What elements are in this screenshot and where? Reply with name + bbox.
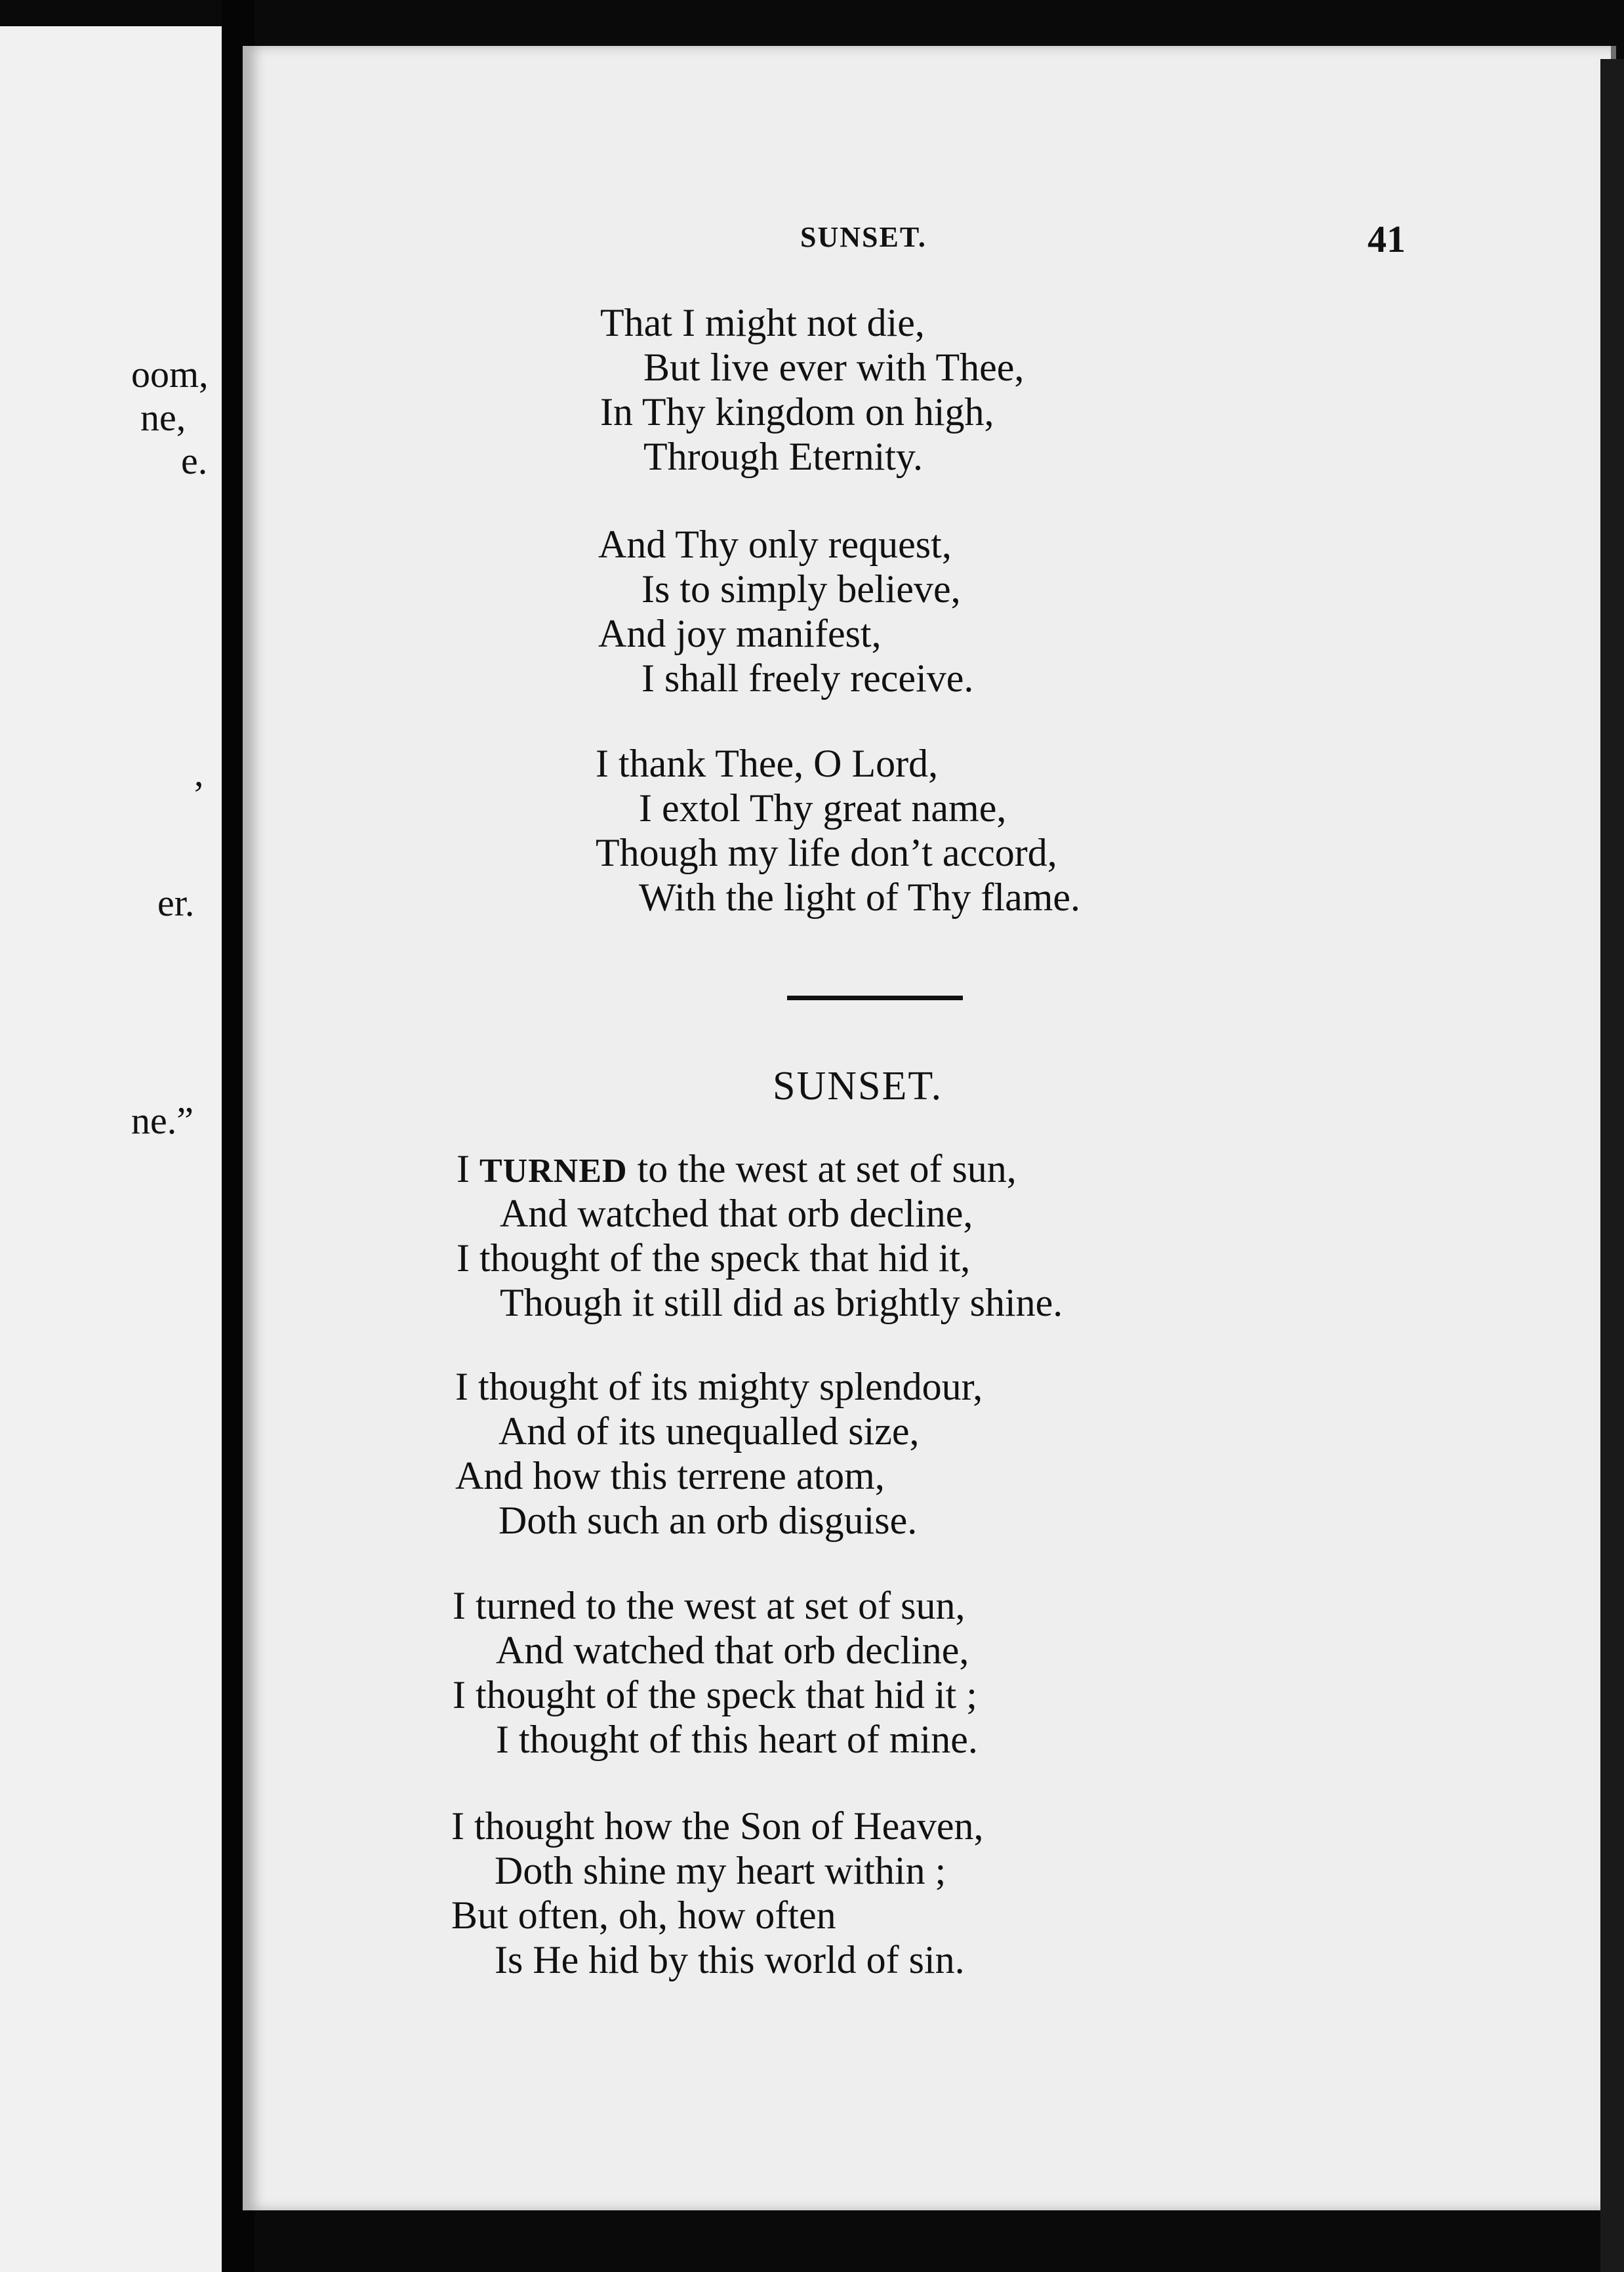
- left-page-fragment: oom,: [131, 353, 209, 396]
- poem-line: I turned to the west at set of sun,: [453, 1584, 965, 1627]
- poem-line: And of its unequalled size,: [498, 1410, 920, 1453]
- poem-line: That I might not die,: [600, 301, 925, 344]
- poem-line: But live ever with Thee,: [643, 346, 1025, 389]
- first-line-small-caps: TURNED: [479, 1152, 628, 1190]
- poem-line: I extol Thy great name,: [639, 786, 1007, 830]
- first-line-rest: to the west at set of sun,: [627, 1147, 1017, 1190]
- poem-line: I thought of this heart of mine.: [496, 1718, 978, 1761]
- left-page-fragment: er.: [157, 882, 195, 924]
- poem-line: I thought of the speck that hid it ;: [453, 1673, 977, 1716]
- poem-line: Though it still did as brightly shine.: [500, 1281, 1063, 1324]
- poem-line: In Thy kingdom on high,: [600, 390, 994, 434]
- poem-line: I thought of the speck that hid it,: [457, 1236, 971, 1280]
- poem-line: I thought of its mighty splendour,: [455, 1365, 983, 1408]
- poem-line: But often, oh, how often: [451, 1894, 836, 1937]
- poem-line: And Thy only request,: [598, 523, 952, 566]
- stanza: [457, 1146, 1063, 1325]
- page-edge: [1600, 59, 1624, 2272]
- poem-line: Though my life don’t accord,: [596, 831, 1057, 874]
- stanza: [596, 741, 1080, 920]
- left-page-fragment: ne.”: [131, 1099, 193, 1142]
- poem-line: And joy manifest,: [598, 612, 882, 655]
- poem-line: Is He hid by this world of sin.: [495, 1938, 965, 1981]
- poem-line: Doth shine my heart within ;: [495, 1849, 946, 1892]
- poem-first-line: [457, 1146, 1063, 1191]
- stanza: [455, 1364, 983, 1543]
- poem-line: I thank Thee, O Lord,: [596, 742, 939, 785]
- first-line-initial: I: [457, 1147, 479, 1190]
- stanza: [600, 300, 1024, 479]
- poem-title: SUNSET.: [773, 1064, 943, 1108]
- left-page-fragment: e.: [181, 439, 208, 482]
- running-head: SUNSET.: [800, 221, 927, 253]
- stanza: [598, 522, 973, 700]
- stanza: [453, 1583, 978, 1762]
- poem-line: Is to simply believe,: [641, 567, 961, 611]
- left-page-fragment: ne,: [140, 396, 186, 439]
- poem-line: I thought how the Son of Heaven,: [451, 1804, 984, 1848]
- poem-line: I shall freely receive.: [641, 657, 974, 700]
- poem-line: Through Eternity.: [643, 435, 924, 478]
- poem-line: And watched that orb decline,: [496, 1629, 969, 1672]
- poem-line: Doth such an orb disguise.: [498, 1499, 918, 1542]
- page-number: 41: [1368, 218, 1406, 260]
- poem-line: With the light of Thy flame.: [639, 876, 1081, 919]
- stanza: [451, 1804, 984, 1982]
- left-page: [0, 26, 222, 2272]
- section-divider: [787, 996, 963, 1000]
- poem-line: And watched that orb decline,: [500, 1192, 973, 1235]
- poem-line: And how this terrene atom,: [455, 1454, 885, 1497]
- left-page-fragment: ,: [194, 752, 204, 794]
